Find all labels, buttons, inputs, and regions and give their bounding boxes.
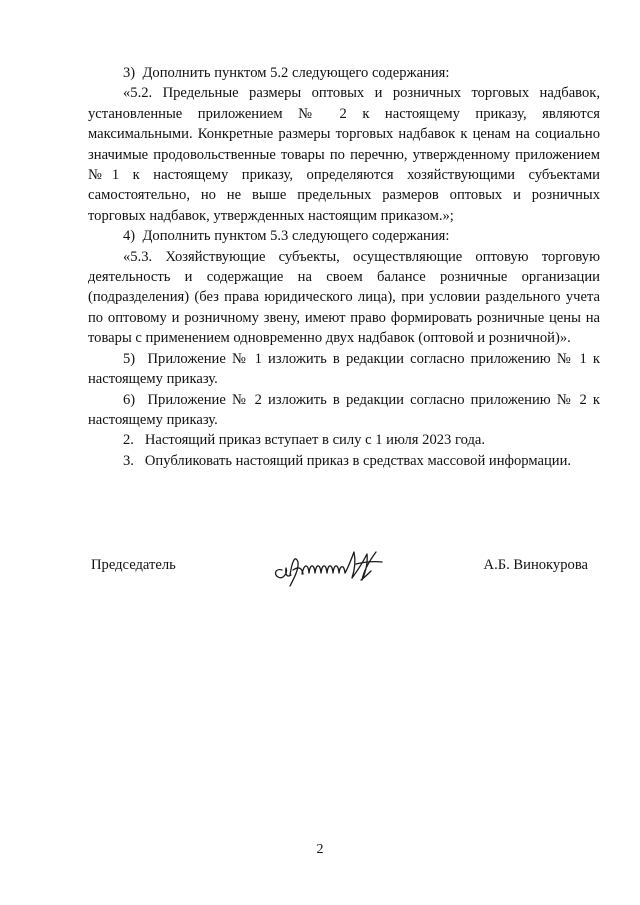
document-body — [88, 63, 600, 471]
paragraph-clause-3: 3. Опубликовать настоящий приказ в средствах массовой информации. — [123, 452, 572, 469]
signatory-name: А.Б. Винокурова — [483, 557, 588, 573]
paragraph-quote-5-3: «5.3. Хозяйствующие субъекты, осуществляющие оптовую торговую деятельность и содержащие на своем балансе розничные организации (подразделения) (без права юридического лица), при условии раздельного учета по оптовому и розничному звену, имеют право формировать розничные цены на товары с применением одновременно двух надбавок (оптовой и розничной)». — [88, 248, 600, 347]
signatory-title: Председатель — [91, 557, 176, 573]
paragraph-item-3: 3) Дополнить пунктом 5.2 следующего содержания: — [123, 65, 450, 81]
paragraph-quote-5-2: «5.2. Предельные размеры оптовых и розничных торговых надбавок, установленные приложением № 2 к настоящему приказу, являются максимальными. Конкретные размеры торговых надбавок к ценам на социально значимые продовольственные товары по перечню, утвержденному приложением №1 к настоящему приказу, определяются хозяйствующими субъектами самостоятельно, но не выше предельных размеров оптовых и розничных торговых надбавок, утвержденных настоящим приказом.»; — [88, 85, 600, 224]
paragraph-clause-2: 2. Настоящий приказ вступает в силу с 1 июля 2023 года. — [123, 432, 486, 449]
handwritten-signature — [268, 540, 396, 590]
paragraph-item-6: 6) Приложение № 2 изложить в редакции согласно приложению № 2 к настоящему приказу. — [88, 391, 600, 428]
signature-block — [88, 548, 600, 588]
paragraph-item-5: 5) Приложение № 1 изложить в редакции согласно приложению № 1 к настоящему приказу. — [88, 350, 600, 388]
paragraph-item-4: 4) Дополнить пунктом 5.3 следующего содержания: — [123, 228, 450, 245]
page-number: 2 — [316, 842, 324, 857]
